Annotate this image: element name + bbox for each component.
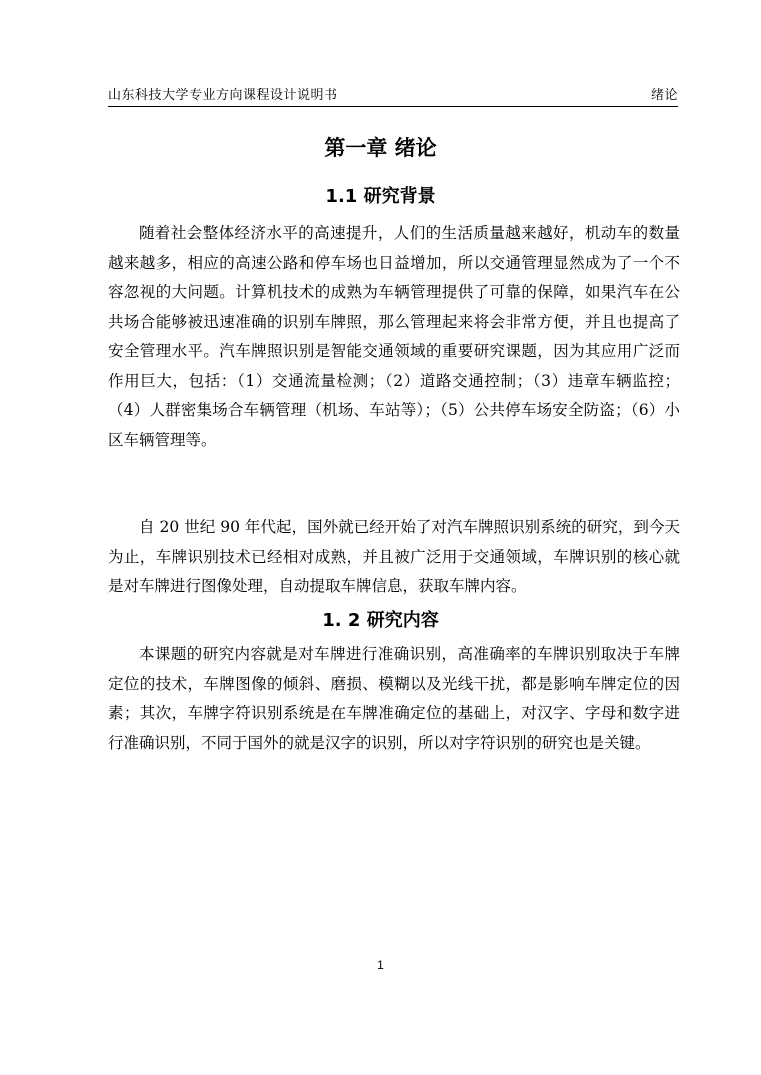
background-paragraph-1: 随着社会整体经济水平的高速提升，人们的生活质量越来越好，机动车的数量越来越多，相应的高速公路和停车场也日益增加，所以交通管理显然成为了一个不容忽视的大问题。计算机技术的成熟为车辆管理提供了可靠的保障，如果汽车在公共场合能够被迅速准确的识别车牌照，那么管理起来将会非常方便，并且也提高了安全管理水平。汽车牌照识别是智能交通领域的重要研究课题，因为其应用广泛而作用巨大，包括：（1）交通流量检测；（2）道路交通控制；（3）违章车辆监控；（4）人群密集场合车辆管理（机场、车站等）；（5）公共停车场安全防盗；（6）小区车辆管理等。 <box>108 224 680 449</box>
header-document-title: 山东科技大学专业方向课程设计说明书 <box>108 88 338 103</box>
page-number: 1 <box>377 958 384 972</box>
section-title-background: 1.1 研究背景 <box>325 186 436 207</box>
background-paragraph-2: 自 20 世纪 90 年代起，国外就已经开始了对汽车牌照识别系统的研究，到今天为止，车牌识别技术已经相对成熟，并且被广泛用于交通领域，车牌识别的核心就是对车牌进行图像处理，自动提取车牌信息，获取车牌内容。 <box>108 518 680 595</box>
content-paragraph-1: 本课题的研究内容就是对车牌进行准确识别，高准确率的车牌识别取决于车牌定位的技术，车牌图像的倾斜、磨损、模糊以及光线干扰，都是影响车牌定位的因素；其次，车牌字符识别系统是在车牌准确定位的基础上，对汉字、字母和数字进行准确识别，不同于国外的就是汉字的识别，所以对字符识别的研究也是关键。 <box>108 645 680 752</box>
section-title-content: 1. 2 研究内容 <box>322 610 439 631</box>
header-chapter-name: 绪论 <box>650 88 678 103</box>
chapter-title: 第一章 绪论 <box>324 136 437 160</box>
page-header <box>108 82 678 107</box>
